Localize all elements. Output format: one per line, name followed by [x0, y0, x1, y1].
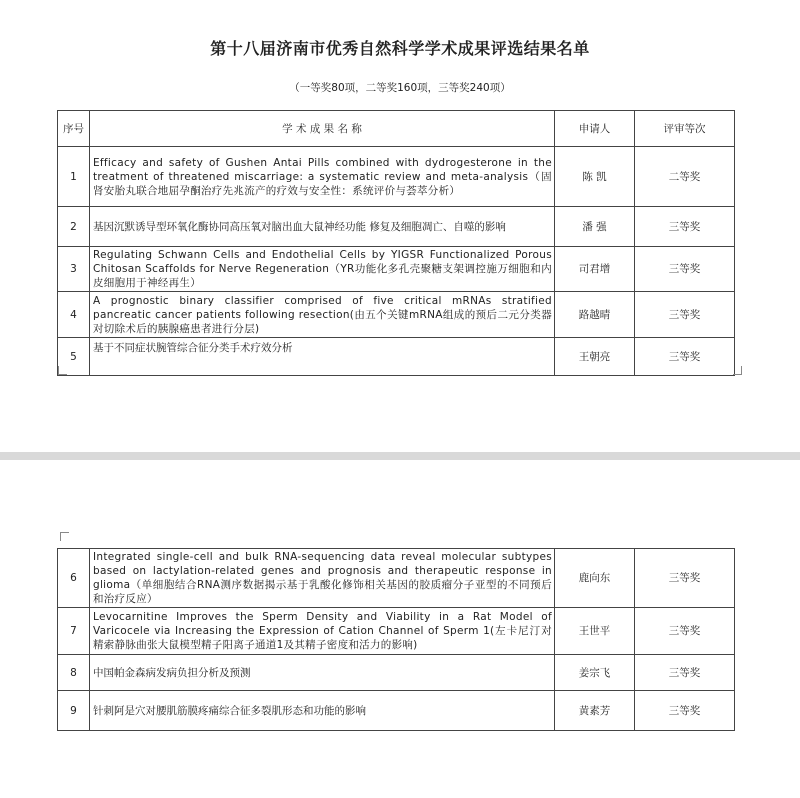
table-row: [58, 292, 735, 338]
table-row: [58, 691, 735, 731]
table-row: [58, 247, 735, 292]
row-applicant: 王世平: [555, 608, 635, 655]
table-row: [58, 207, 735, 247]
page-corner-mark: [733, 366, 742, 375]
row-name: A prognostic binary classifier comprised of five critical mRNAs stratified pancreatic cancer patients following resection(由五个关键mRNA组成的预后二元分类器对切除术后的胰腺癌患者进行分层): [90, 292, 555, 338]
row-rank: 三等奖: [635, 247, 735, 292]
results-table-part-2: [57, 548, 735, 731]
row-applicant: 王朝亮: [555, 338, 635, 376]
table-row: [58, 338, 735, 376]
row-index: 3: [58, 247, 90, 292]
row-name: 中国帕金森病发病负担分析及预测: [90, 655, 555, 691]
row-name: 基因沉默诱导型环氧化酶协同高压氧对脑出血大鼠神经功能 修复及细胞凋亡、自噬的影响: [90, 207, 555, 247]
page-corner-mark: [58, 366, 67, 375]
row-applicant: 陈 凯: [555, 147, 635, 207]
row-index: 4: [58, 292, 90, 338]
row-applicant: 司君增: [555, 247, 635, 292]
row-index: 6: [58, 549, 90, 608]
row-index: 1: [58, 147, 90, 207]
row-applicant: 路越晴: [555, 292, 635, 338]
header-applicant: 申请人: [555, 111, 635, 147]
row-rank: 三等奖: [635, 338, 735, 376]
row-rank: 三等奖: [635, 608, 735, 655]
table-row: [58, 147, 735, 207]
row-index: 8: [58, 655, 90, 691]
row-index: 2: [58, 207, 90, 247]
row-name: Regulating Schwann Cells and Endothelial Cells by YIGSR Functionalized Porous Chitosan Scaffolds for Nerve Regeneration（YR功能化多孔壳聚糖支架调控施万细胞和内皮细胞用于神经再生）: [90, 247, 555, 292]
table-row: [58, 549, 735, 608]
row-index: 5: [58, 338, 90, 376]
row-index: 7: [58, 608, 90, 655]
row-name: Levocarnitine Improves the Sperm Density and Viability in a Rat Model of Varicocele via Increasing the Expression of Cation Channel of Sperm 1(左卡尼汀对精索静脉曲张大鼠模型精子阳离子通道1及其精子密度和活力的影响): [90, 608, 555, 655]
table-header-row: [58, 111, 735, 147]
row-rank: 三等奖: [635, 549, 735, 608]
header-index: 序号: [58, 111, 90, 147]
row-rank: 二等奖: [635, 147, 735, 207]
document-subtitle: （一等奖80项，二等奖160项，三等奖240项）: [289, 82, 511, 94]
results-table-part-1: [57, 110, 735, 376]
header-rank: 评审等次: [635, 111, 735, 147]
document-title: 第十八届济南市优秀自然科学学术成果评选结果名单: [210, 39, 590, 58]
row-applicant: 黄素芳: [555, 691, 635, 731]
row-name: Efficacy and safety of Gushen Antai Pills combined with dydrogesterone in the treatment of threatened miscarriage: a systematic review and meta-analysis（固肾安胎丸联合地屈孕酮治疗先兆流产的疗效与安全性：系统评价与荟萃分析）: [90, 147, 555, 207]
header-name: 学 术 成 果 名 称: [90, 111, 555, 147]
table-row: [58, 608, 735, 655]
row-rank: 三等奖: [635, 207, 735, 247]
row-applicant: 姜宗飞: [555, 655, 635, 691]
row-rank: 三等奖: [635, 691, 735, 731]
page-corner-mark: [60, 532, 69, 541]
row-name: Integrated single-cell and bulk RNA-sequencing data reveal molecular subtypes based on lactylation-related genes and prognosis and therapeutic response in glioma（单细胞结合RNA测序数据揭示基于乳酸化修饰相关基因的胶质瘤分子亚型的不同预后和治疗反应）: [90, 549, 555, 608]
table-row: [58, 655, 735, 691]
row-rank: 三等奖: [635, 292, 735, 338]
row-applicant: 潘 强: [555, 207, 635, 247]
row-name: 基于不同症状腕管综合征分类手术疗效分析: [90, 338, 555, 376]
row-name: 针刺阿是穴对腰肌筋膜疼痛综合征多裂肌形态和功能的影响: [90, 691, 555, 731]
page-separator: [0, 452, 800, 460]
row-rank: 三等奖: [635, 655, 735, 691]
row-applicant: 鹿向东: [555, 549, 635, 608]
row-index: 9: [58, 691, 90, 731]
